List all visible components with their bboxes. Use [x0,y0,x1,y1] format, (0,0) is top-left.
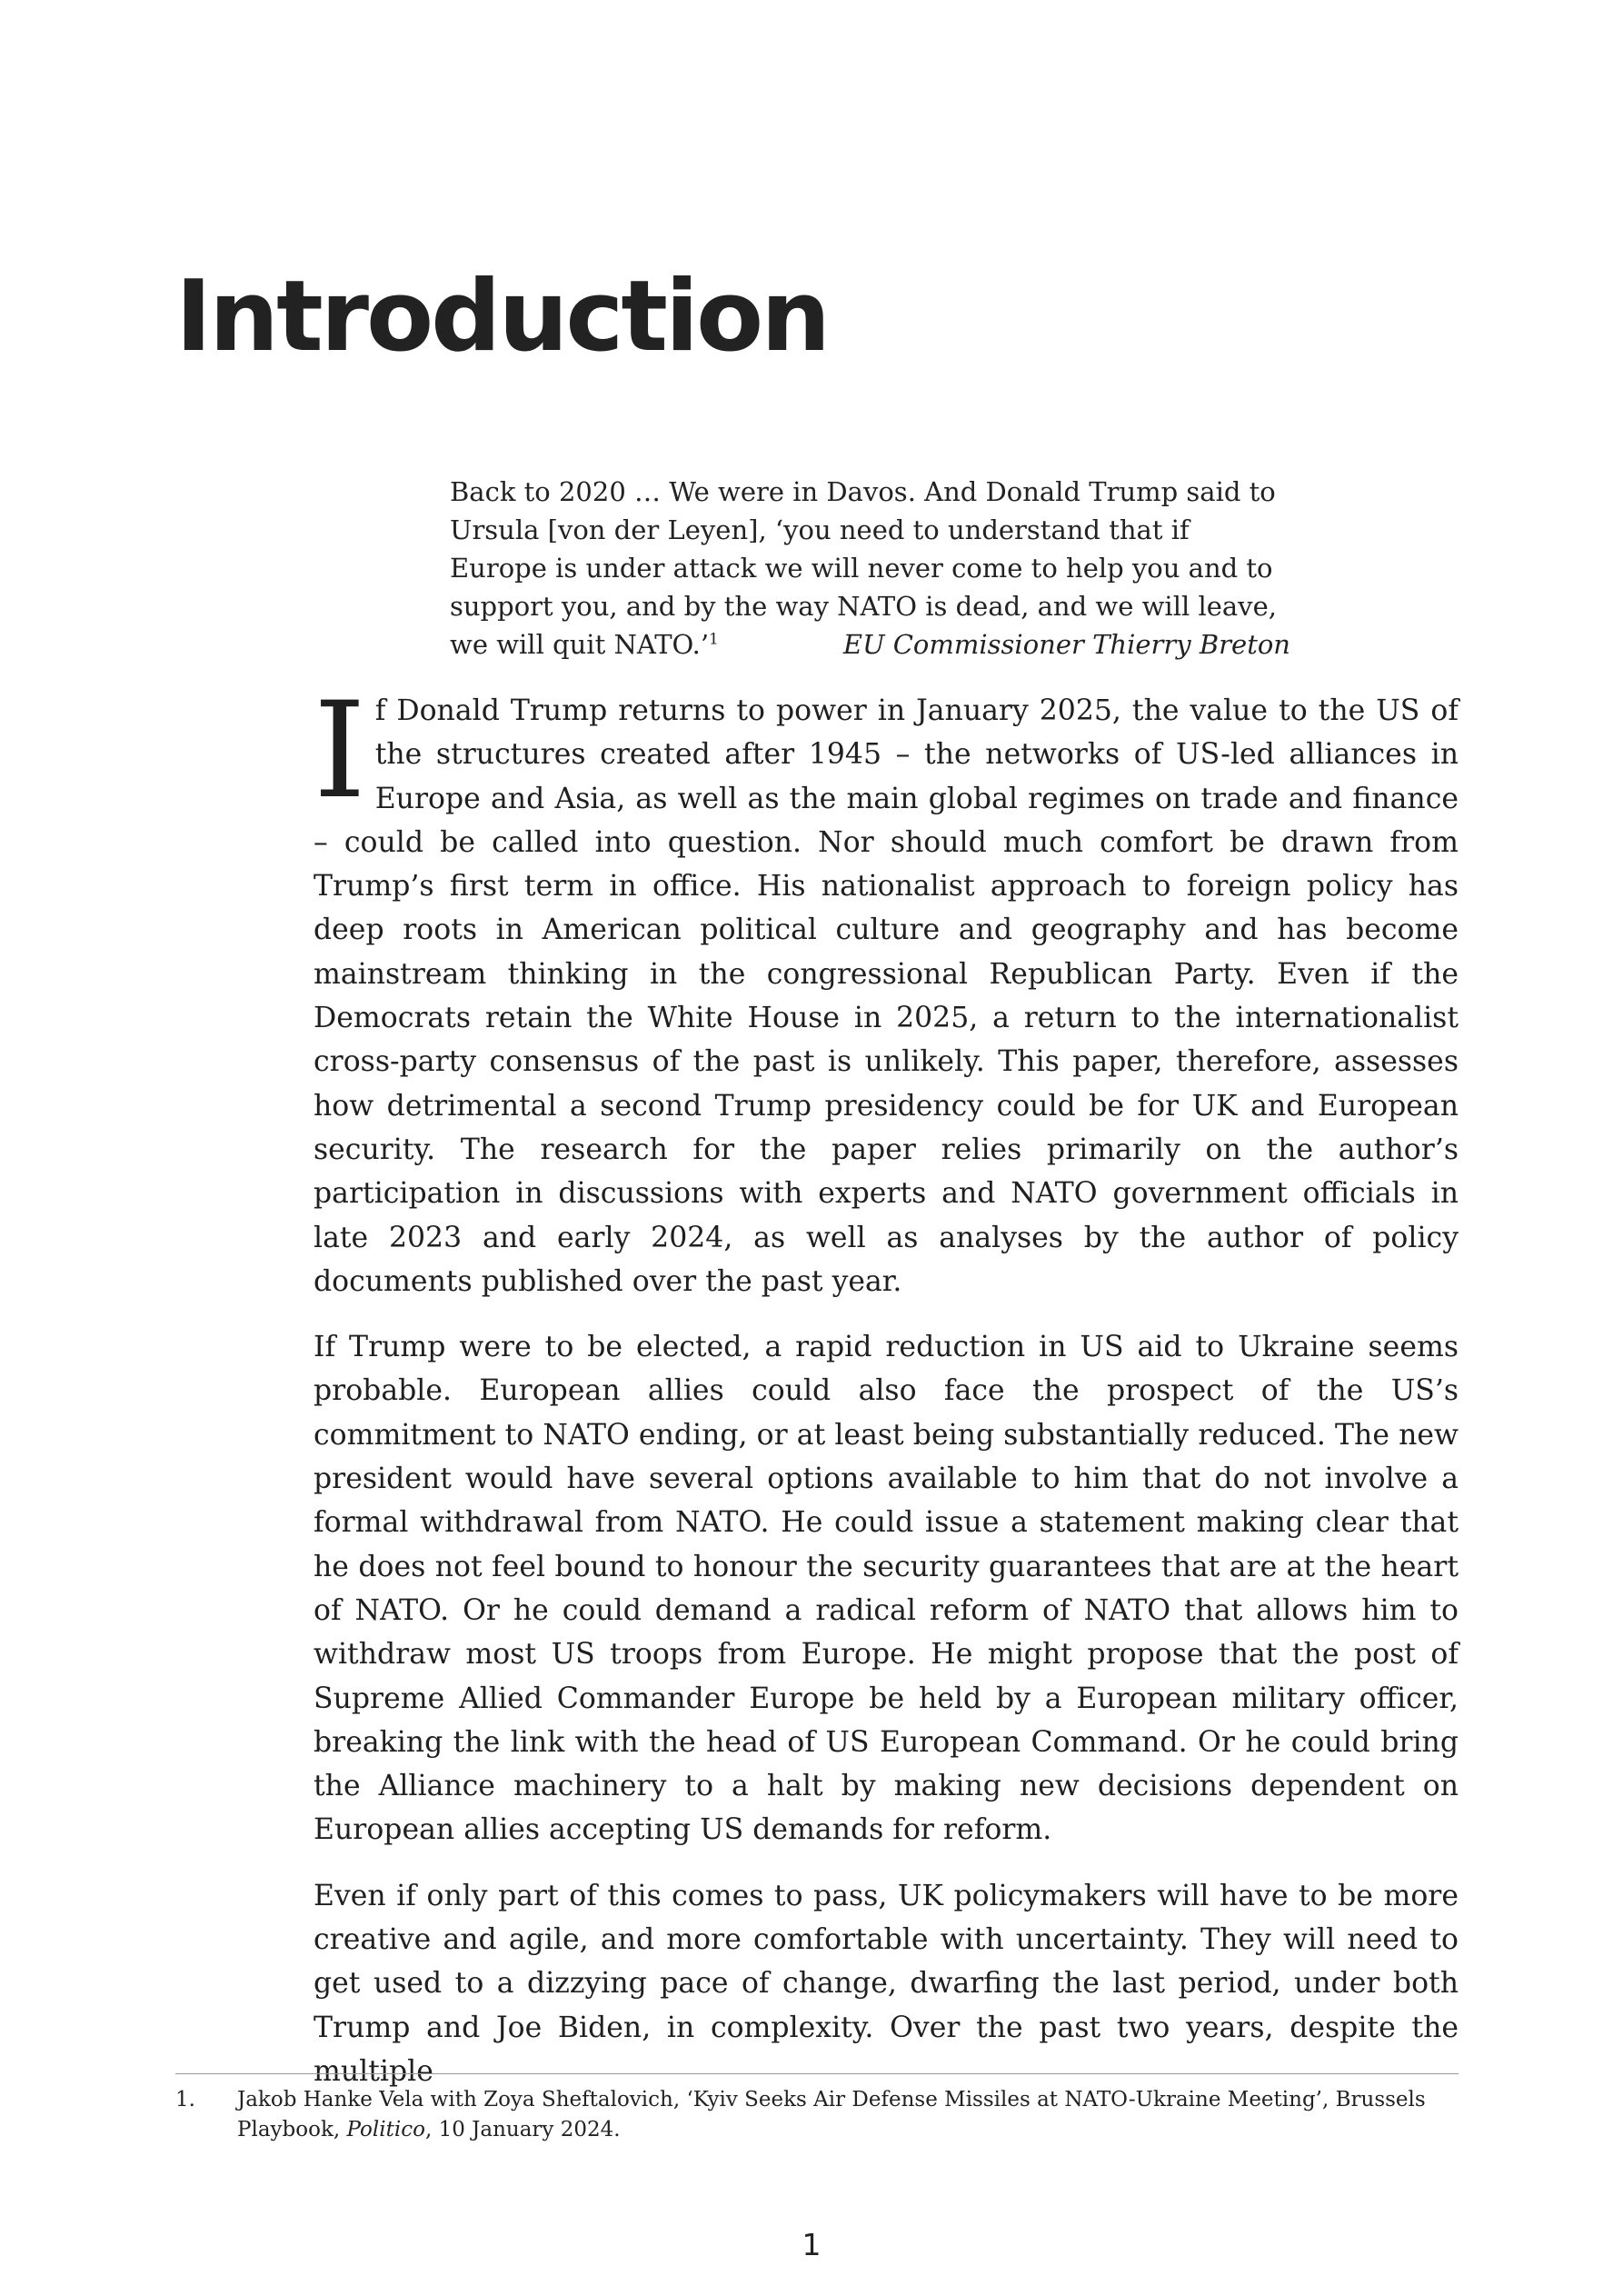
footnote-citation: Jakob Hanke Vela with Zoya Sheftalovich, ‘Kyiv Seeks Air Defense Missiles at NATO-Ukraine Meeting’, Brussels Playbook, [237,2088,1426,2141]
footnote-number: 1. [175,2088,195,2111]
drop-cap: I [314,674,366,828]
body-paragraph: If Trump were to be elected, a rapid reduction in US aid to Ukraine seems probable. European allies could also face the prospect of the US’s commitment to NATO ending, or at least being substantially reduced. The new president would have several options available to him that do not involve a formal withdrawal from NATO. He could issue a statement making clear that he does not feel bound to honour the security guarantees that are at the heart of NATO. Or he could demand a radical reform of NATO that allows him to withdraw most US troops from Europe. He might propose that the post of Supreme Allied Commander Europe be held by a European military officer, breaking the link with the head of US European Command. Or he could bring the Alliance machinery to a halt by making new decisions dependent on European allies accepting US demands for reform. [314,1331,1459,1847]
page-number: 1 [802,2227,821,2262]
footnote-divider [175,2073,1459,2074]
page-title: Introduction [175,260,829,374]
epigraph-attribution: EU Commissioner Thierry Breton [842,629,1290,660]
paragraph-text: f Donald Trump returns to power in January 2025, the value to the US of the structures created after 1945 – the networks of US-led alliances in Europe and Asia, as well as the main global regimes on trade and finance – could be called into question. Nor should much comfort be drawn from Trump’s first term in office. His nationalist approach to foreign policy has deep roots in American political culture and geography and has become mainstream thinking in the congressional Republican Party. Even if the Democrats retain the White House in 2025, a return to the internationalist cross-party consensus of the past is unlikely. This paper, therefore, assesses how detrimental a second Trump presidency could be for UK and European security. The research for the paper relies primarily on the author’s participation in discussions with experts and NATO government officials in late 2023 and early 2024, as well as analyses by the author of policy documents published over the past year. [314,694,1459,1298]
epigraph-quote [450,473,1290,664]
epigraph [450,473,1290,664]
footnote-text [237,2085,1459,2145]
footnote-reference[interactable]: 1 [709,630,719,649]
body-paragraph [314,674,1459,1303]
epigraph-quote-text: Back to 2020 … We were in Davos. And Donald Trump said to Ursula [von der Leyen], ‘you need to understand that if Europe is under attack we will never come to help you and to support you, and by the way NATO is dead, and we will leave, we will quit NATO.’ [450,476,1277,660]
footnote-publication: Politico [346,2118,425,2141]
body-paragraph: Even if only part of this comes to pass, UK policymakers will have to be more creative and agile, and more comfortable with uncertainty. They will need to get used to a dizzying pace of change, dwarfing the last period, under both Trump and Joe Biden, in complexity. Over the past two years, despite the multiple [314,1879,1459,2088]
body-text [314,674,1459,2115]
footnote-date: , 10 January 2024. [424,2118,621,2141]
